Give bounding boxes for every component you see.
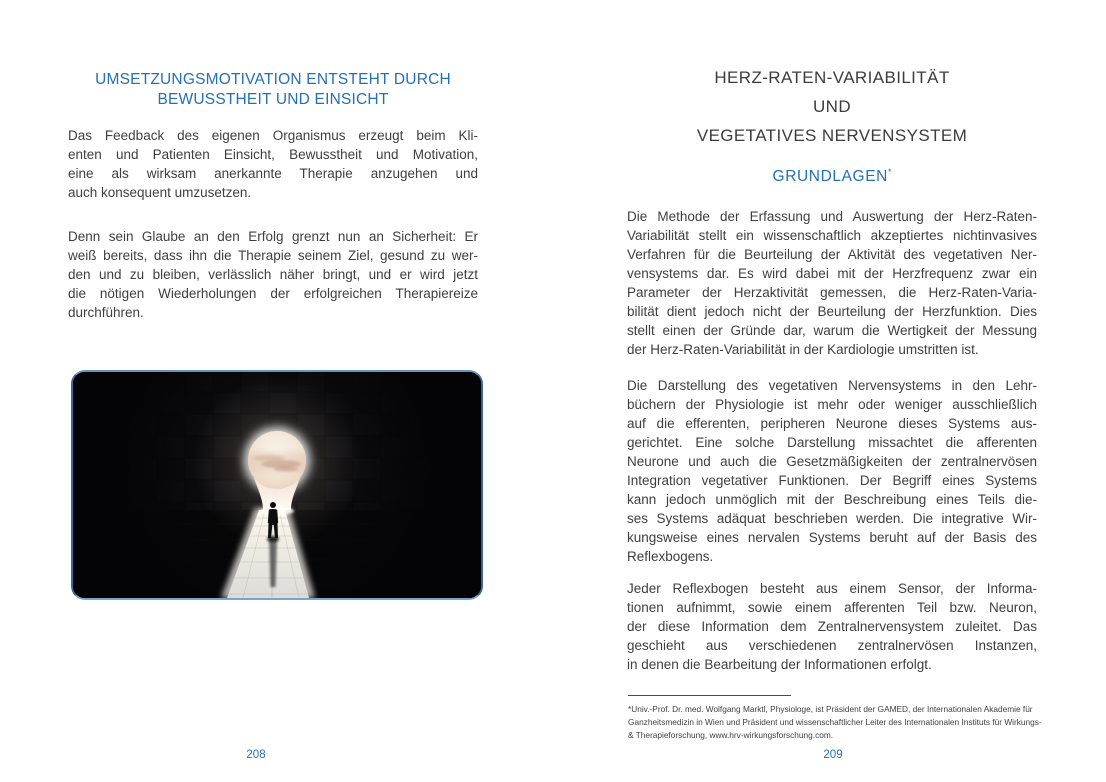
text-line: Denn sein Glaube an den Erfolg grenzt nun an Sicherheit: Er [68, 229, 478, 244]
text-line: UND [812, 97, 852, 116]
page-number-left: 208 [246, 749, 266, 761]
text-line: Die Darstellung des vegetativen Nervensystems in den Lehr- [627, 378, 1037, 393]
left-paragraph-1 [68, 126, 478, 202]
text-line: vensystems dar. Es wird dabei mit der Herzfrequenz zwar ein [627, 266, 1037, 281]
footnote-marker: * [887, 167, 892, 177]
text-line: *Univ.-Prof. Dr. med. Wolfgang Marktl, Physiologe, ist Präsident der GAMED, der Internationalen Akademie für [628, 704, 1033, 714]
text-line: HERZ-RATEN-VARIABILITÄT [714, 68, 950, 87]
text-line: die nötigen Wiederholungen der erfolgreichen Therapiereize [68, 286, 478, 301]
lightbulb-doorway-photo [71, 370, 483, 600]
text-line: Variabilität stellt ein wissenschaftlich akzeptiertes nichtinvasives [627, 228, 1037, 243]
right-paragraph-2 [627, 376, 1037, 566]
text-line: Parameter der Herzaktivität gemessen, die Herz-Raten-Varia- [627, 285, 1037, 300]
text-line: ses Systems adäquat beschrieben werden. Die integrative Wir- [627, 511, 1037, 526]
text-line: bilität dient jedoch nicht der Beurteilung der Herzfunktion. Dies [627, 304, 1037, 319]
text-line: Die Methode der Erfassung und Auswertung der Herz-Raten- [627, 209, 1037, 224]
text-line: durchführen. [68, 305, 144, 320]
text-line: kann jedoch unmöglich mit der Beschreibung eines Teils die- [627, 492, 1037, 507]
text-line: auch konsequent umzusetzen. [68, 185, 252, 200]
text-line: Jeder Reflexbogen besteht aus einem Sensor, der Informa- [627, 581, 1037, 596]
text-line: UMSETZUNGSMOTIVATION ENTSTEHT DURCH [95, 71, 451, 88]
right-page-subtitle [627, 162, 1037, 187]
text-line: Verfahren für die Beurteilung der Aktivität des vegetativen Ner- [627, 247, 1037, 262]
text-line: & Therapieforschung, www.hrv-wirkungsforschung.com. [628, 730, 834, 740]
lightbulb-doorway-illustration [73, 372, 481, 598]
text-line: büchern der Physiologie ist mehr oder weniger ausschließlich [627, 397, 1037, 412]
text-line: tionen aufnimmt, sowie einem afferenten Teil bzw. Neuron, [627, 600, 1037, 615]
text-line: VEGETATIVES NERVENSYSTEM [696, 126, 968, 145]
text-line: stellt einen der Gründe dar, warum die Wertigkeit der Messung [627, 323, 1037, 338]
text-line: Integration vegetativer Funktionen. Der Begriff eines Systems [627, 473, 1037, 488]
text-line: auf die efferenten, peripheren Neurone dieses Systems aus- [627, 416, 1037, 431]
right-paragraph-3 [627, 579, 1037, 674]
text-line: der diese Information dem Zentralnervensystem zuleitet. Das [627, 619, 1037, 634]
text-line: weiß bereits, dass ihn die Therapie seinem Ziel, gesund zu wer- [68, 248, 478, 263]
footnote-divider [628, 695, 791, 696]
text-line: gerichtet. Eine solche Darstellung missachtet die afferenten [627, 435, 1037, 450]
text-line: eine als wirksam anerkannte Therapie anzugehen und [68, 166, 478, 181]
left-page-heading [68, 70, 478, 110]
text-line: in denen die Bearbeitung der Informationen erfolgt. [627, 657, 932, 672]
text-line: Ganzheitsmedizin in Wien und Präsident und wissenschaftlicher Leiter des Internationalen Instituts für Wirkungs- [628, 717, 1042, 727]
right-paragraph-1 [627, 207, 1037, 359]
text-line: BEWUSSTHEIT UND EINSICHT [157, 91, 389, 108]
text-line: Neurone und auch die Gesetzmäßigkeiten der zentralnervösen [627, 454, 1037, 469]
footnote-text [628, 703, 1058, 742]
text-line: kungsweise eines nervalen Systems beruht auf der Basis des [627, 530, 1037, 545]
text-line: enten und Patienten Einsicht, Bewusstheit und Motivation, [68, 147, 478, 162]
text-line: geschieht aus verschiedenen zentralnervösen Instanzen, [627, 638, 1037, 653]
text-line: Reflexbogens. [627, 549, 714, 564]
subtitle-text: GRUNDLAGEN [772, 168, 888, 185]
page-number-right: 209 [823, 749, 843, 761]
text-line: den und zu bleiben, verlässlich näher bringt, und er wird jetzt [68, 267, 478, 282]
text-line: Das Feedback des eigenen Organismus erzeugt beim Kli- [68, 128, 478, 143]
text-line: der Herz-Raten-Variabilität in der Kardiologie umstritten ist. [627, 342, 979, 357]
right-page-title [627, 63, 1037, 150]
left-paragraph-2 [68, 227, 478, 322]
